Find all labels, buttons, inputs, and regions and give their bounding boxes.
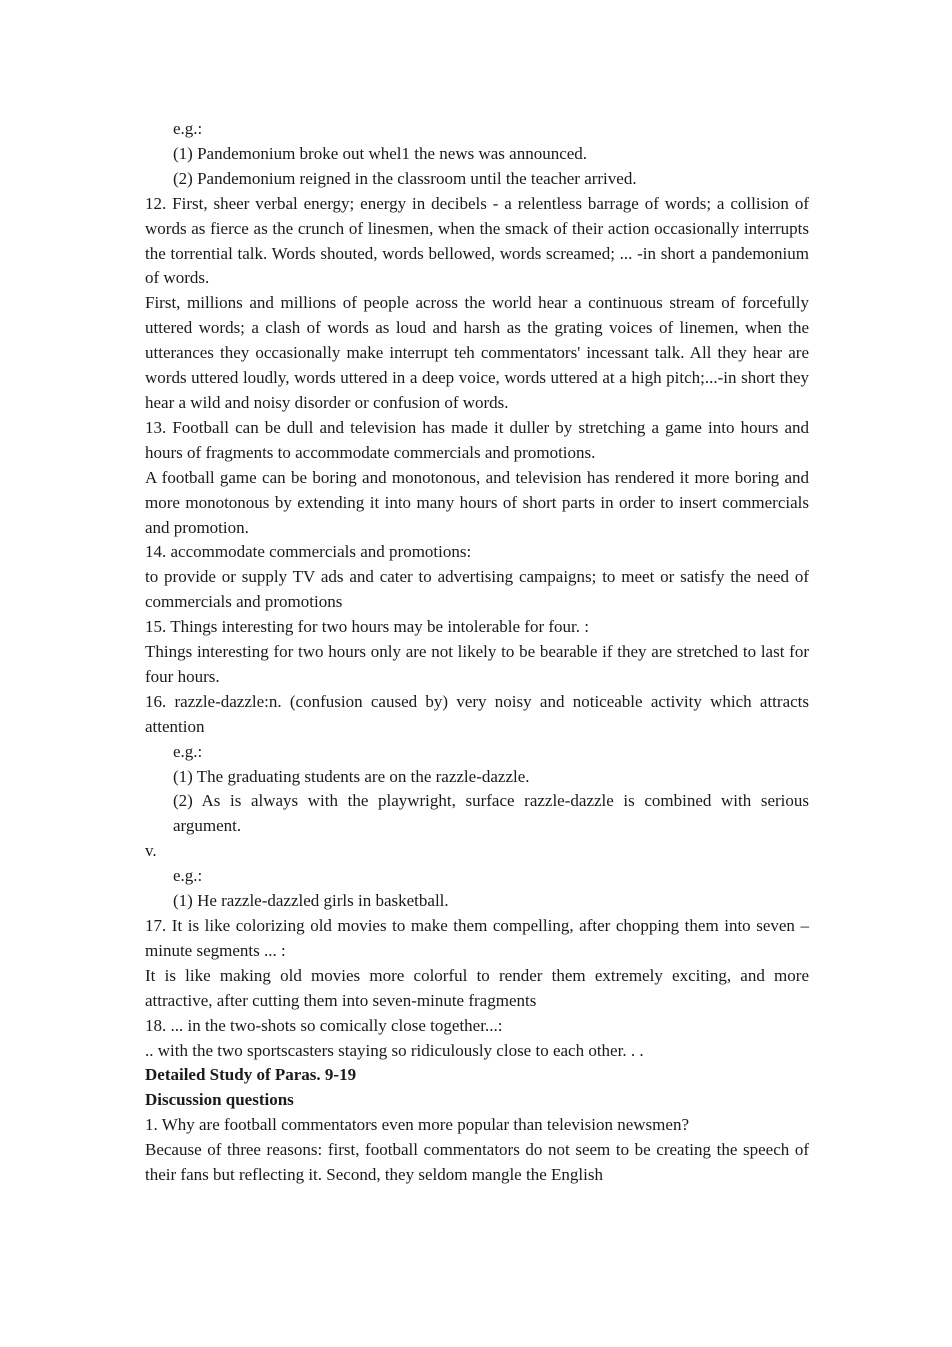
text-line: e.g.: (173, 119, 203, 138)
paragraph: Because of three reasons: first, football commentators do not seem to be creating the speech of their fans but reflecting it. Second, they seldom mangle the English (145, 1140, 809, 1185)
section-heading: Detailed Study of Paras. 9-19 (145, 1065, 357, 1085)
paragraph: First, millions and millions of people across the world hear a continuous stream of forcefully uttered words; a clash of words as loud and harsh as the grating voices of linemen, when the utterances they occasionally make interrupt teh commentators' incessant talk. All they hear are words uttered loudly, words uttered in a deep voice, words uttered at a high pitch;...-in short they hear a wild and noisy disorder or confusion of words. (145, 293, 809, 412)
text-line: .. with the two sportscasters staying so ridiculously close to each other. . . (145, 1040, 644, 1060)
text-line: (1) Pandemonium broke out whel1 the news was announced. (173, 143, 588, 163)
paragraph: 17. It is like colorizing old movies to make them compelling, after chopping them into seven –minute segments ... : (145, 916, 809, 960)
paragraph: A football game can be boring and monotonous, and television has rendered it more boring and more monotonous by extending it into many hours of short parts in order to insert commercials and promotion. (145, 467, 809, 537)
text-line: v. (145, 841, 157, 861)
paragraph: Things interesting for two hours only are not likely to be bearable if they are stretched to last for four hours. (145, 642, 809, 686)
paragraph: (2) As is always with the playwright, surface razzle-dazzle is combined with serious argument. (173, 791, 809, 836)
text-line: (2) Pandemonium reigned in the classroom until the teacher arrived. (173, 168, 637, 188)
paragraph: to provide or supply TV ads and cater to advertising campaigns; to meet or satisfy the need of commercials and promotions (145, 567, 809, 612)
text-line: e.g.: (173, 741, 203, 761)
text-line: 18. ... in the two-shots so comically close together...: (145, 1015, 503, 1035)
text-line: 15. Things interesting for two hours may be intolerable for four. : (145, 617, 589, 637)
text-line: 1. Why are football commentators even more popular than television newsmen? (145, 1115, 689, 1135)
document-page (145, 117, 809, 1188)
paragraph: 13. Football can be dull and television has made it duller by stretching a game into hours and hours of fragments to accommodate commercials and promotions. (145, 417, 809, 462)
text-line: (1) The graduating students are on the razzle-dazzle. (173, 766, 530, 786)
paragraph: 12. First, sheer verbal energy; energy in decibels - a relentless barrage of words; a collision of words as fierce as the crunch of linesmen, when the smack of their action occasionally interrupts the torrential talk. Words shouted, words bellowed, words screamed; ... -in short a pandemonium of words. (145, 193, 809, 288)
text-line: 14. accommodate commercials and promotions: (145, 542, 472, 562)
section-heading: Discussion questions (145, 1090, 294, 1110)
text-line: e.g.: (173, 866, 203, 886)
paragraph: It is like making old movies more colorful to render them extremely exciting, and more attractive, after cutting them into seven-minute fragments (145, 965, 809, 1010)
paragraph: 16. razzle-dazzle:n. (confusion caused by) very noisy and noticeable activity which attracts attention (145, 691, 809, 736)
text-line: (1) He razzle-dazzled girls in basketball. (173, 891, 449, 911)
